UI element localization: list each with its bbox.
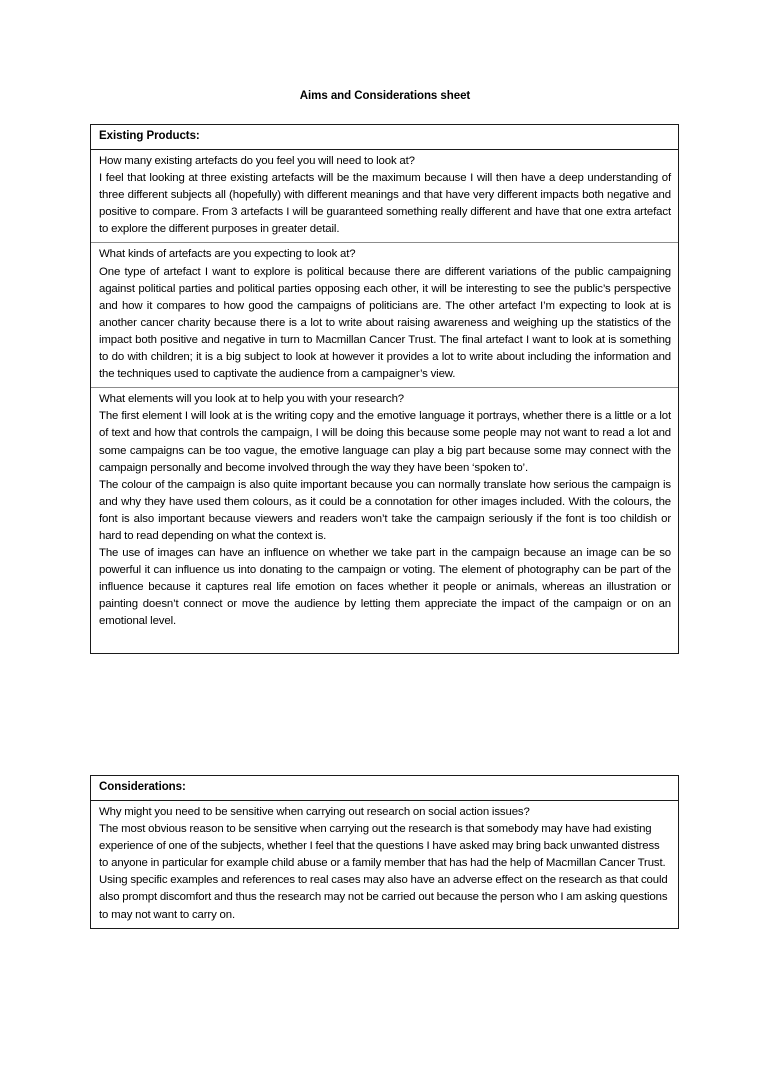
question-text: Why might you need to be sensitive when carrying out research on social action issues? <box>99 806 530 818</box>
table-row <box>91 801 678 928</box>
table-considerations <box>90 775 679 929</box>
answer-paragraph-1: The first element I will look at is the writing copy and the emotive language it portrays, whether there is a little or a lot of text and how that controls the campaign, I will be doing this because some people may not want to read a lot and some campaigns can be too vague, the emotive language can play a big part because some may connect with the campaign personally and become involved through the way they have been ‘spoken to’. <box>99 410 671 474</box>
table-row <box>91 242 678 387</box>
table-existing-products <box>90 124 679 654</box>
answer-text: I feel that looking at three existing artefacts will be the maximum because I will then have a deep understanding of three different subjects all (hopefully) with different meanings and that have very different impacts both negative and positive to compare. From 3 artefacts I will be guaranteed something really different and have that one extra artefact to explore the different purposes in greater detail. <box>99 172 671 236</box>
table-row <box>91 387 678 652</box>
question-text: What elements will you look at to help you with your research? <box>99 393 405 406</box>
table-header-row <box>91 776 678 801</box>
question-text: What kinds of artefacts are you expecting to look at? <box>99 248 356 261</box>
considerations-header-label: Considerations: <box>99 781 186 793</box>
answer-text: One type of artefact I want to explore is political because there are different variations of the public campaigning against political parties and political parties opposing each other, it will be interesting to see the public’s perspective and how it compares to how good the campaigns of politicians are. The other artefact I’m expecting to look at is another cancer charity because there is a lot to write about raising awareness and weighing up the statistics of the impact both positive and negative in turn to Macmillan Cancer Trust. The final artefact I want to look at is something to do with children; it is a big subject to look at however it provides a lot to write about including the information and the techniques used to captivate the audience from a campaigner’s view. <box>99 265 671 381</box>
answer-paragraph-3: The use of images can have an influence on whether we take part in the campaign because an image can be so powerful it can influence us into donating to the campaign or voting. The element of photography can be part of the influence because it captures real life emotion on faces whether it people or animals, whereas an illustration or painting doesn’t connect or move the audience by letting them appreciate the impact of the campaign or on an emotional level. <box>99 547 671 628</box>
answer-paragraph-2: The colour of the campaign is also quite important because you can normally translate how serious the campaign is and why they have used them colours, as it could be a connotation for other images included. With the colours, the font is also important because viewers and readers won’t take the campaign seriously if the font is too childish or hard to read depending on what the context is. <box>99 478 671 542</box>
table-header-row <box>91 125 678 150</box>
existing-products-header-label: Existing Products: <box>99 130 200 142</box>
question-text: How many existing artefacts do you feel you will need to look at? <box>99 155 415 167</box>
table-row <box>91 150 678 242</box>
page-title: Aims and Considerations sheet <box>299 90 471 102</box>
answer-text: The most obvious reason to be sensitive when carrying out the research is that somebody may have had existing experience of one of the subjects, whether I feel that the questions I have asked may bring back unwanted distress to anyone in particular for example child abuse or a family member that has had the help of Macmillan Cancer Trust. Using specific examples and references to real cases may also have an adverse effect on the research as that could also prompt discomfort and thus the research may not be carried out because the person who I am asking questions to may not want to carry on. <box>99 823 668 921</box>
